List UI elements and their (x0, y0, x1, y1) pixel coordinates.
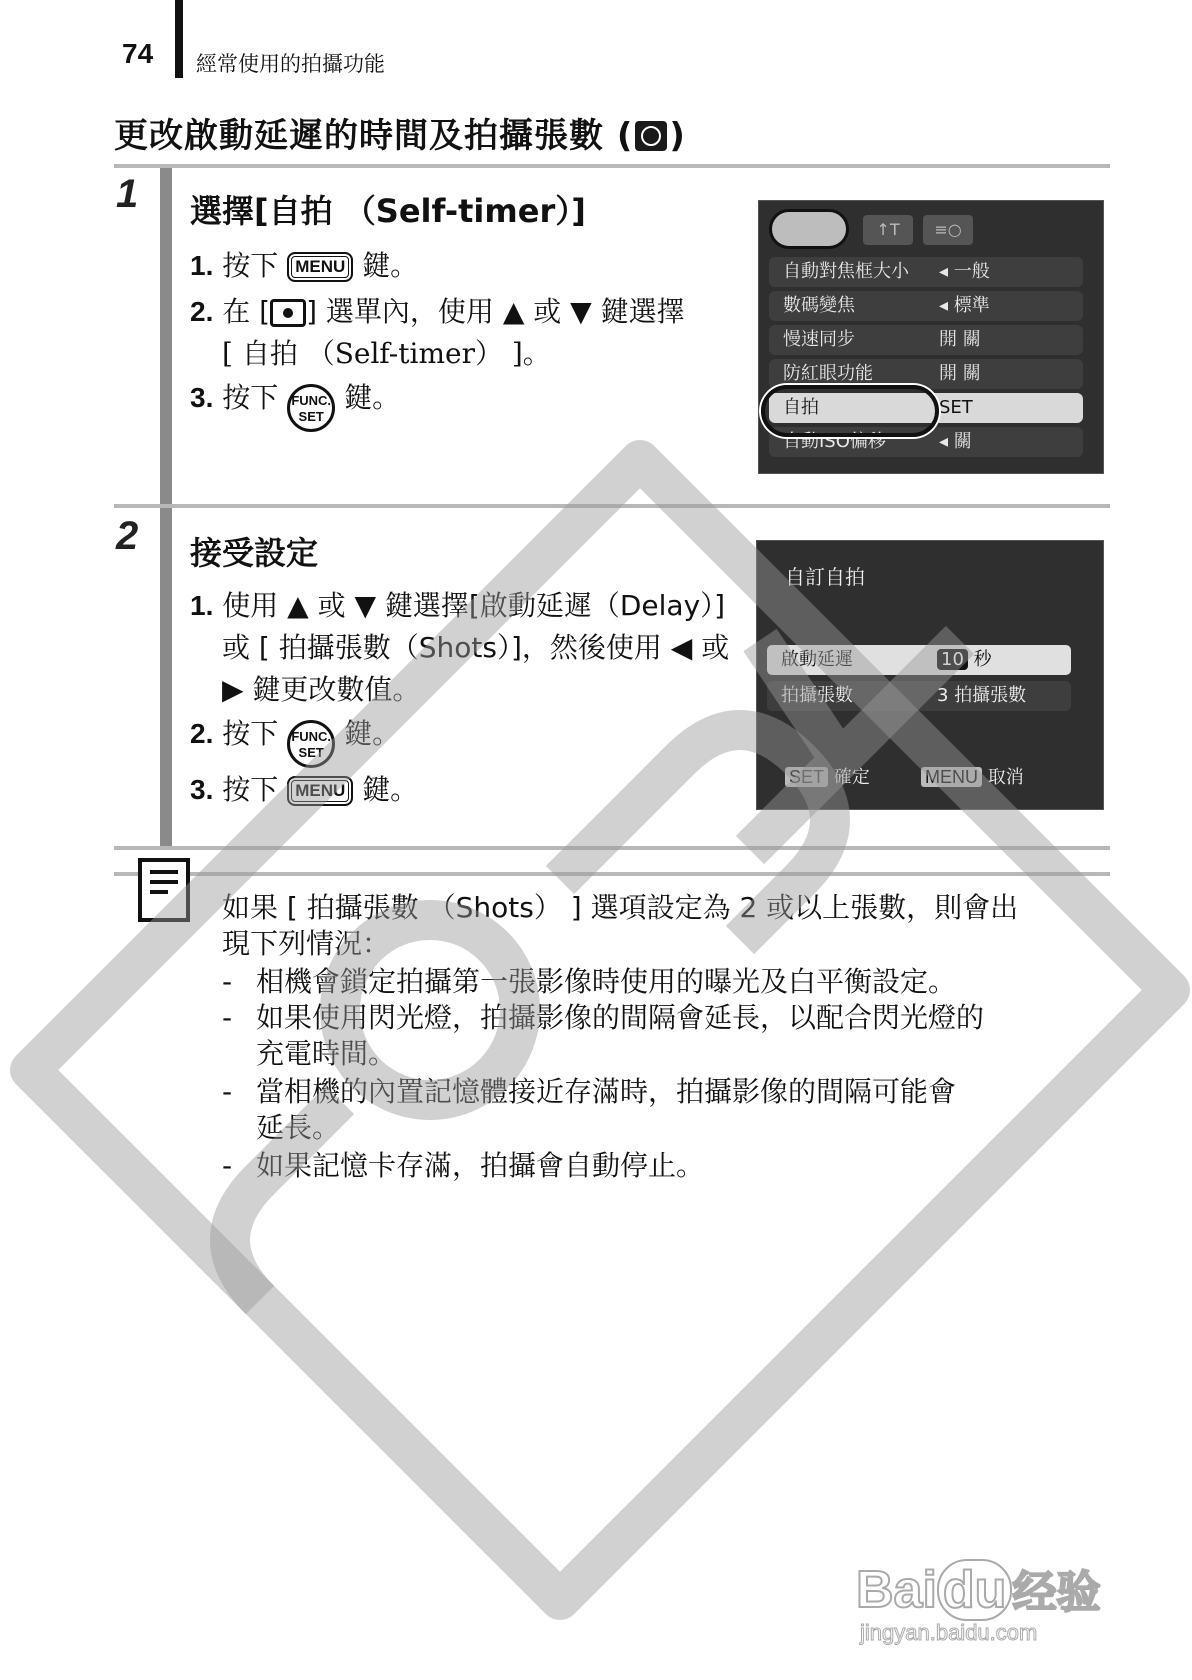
note-intro: 如果 [ 拍攝張數 （Shots） ] 選項設定為 2 或以上張數，則會出 (222, 891, 1019, 924)
bullet-dash: - (222, 1149, 233, 1182)
line-text: 按下 (222, 717, 279, 750)
step-line (190, 712, 400, 768)
menu-row: 防紅眼功能 開 關 (769, 359, 1083, 389)
line-text: 鍵。 (362, 249, 419, 282)
logo-brand-paw: du (937, 1559, 1013, 1621)
camera-menu-screenshot (758, 200, 1104, 474)
bullet-text: 當相機的內置記憶體接近存滿時，拍攝影像的間隔可能會 (256, 1075, 957, 1108)
watermark-text: COPY (0, 0, 3, 1)
title-close: ) (669, 116, 686, 156)
bullet-text: 如果記憶卡存滿，拍攝會自動停止。 (256, 1149, 705, 1182)
step-heading: 接受設定 (190, 534, 319, 572)
step-line (190, 584, 725, 624)
custom-timer-screenshot (756, 540, 1104, 810)
line-number: 2. (190, 718, 214, 749)
step-line (190, 376, 400, 432)
highlight-ring (761, 385, 939, 437)
title-text: 更改啟動延遲的時間及拍攝張數 ( (114, 116, 634, 156)
set-label: 確定 (833, 767, 870, 788)
divider (114, 164, 1110, 168)
footer-set (785, 763, 870, 789)
divider (114, 872, 1110, 876)
baidu-jingyan-logo (846, 1528, 1126, 1648)
section-title: 經常使用的拍攝功能 (196, 52, 385, 76)
bullet-text: 延長。 (256, 1111, 341, 1144)
screen-title: 自訂自拍 (785, 565, 865, 589)
camera-tab-icon (769, 209, 849, 249)
bullet-dash: - (222, 1001, 233, 1034)
divider (114, 846, 1110, 850)
line-text: 鍵。 (344, 717, 401, 750)
line-number: 2. (190, 296, 214, 327)
mymenu-tab: ≡○ (923, 215, 973, 245)
logo-brand: Bai (856, 1561, 937, 1619)
delay-row: 啟動延遲 10 秒 (767, 645, 1071, 675)
func-set-key-icon: FUNC. SET (287, 720, 335, 768)
delay-value: 10 (937, 649, 968, 670)
menu-row: 自動ISO偏移 ◂ 關 (769, 427, 1083, 457)
menu-key-icon: MENU (287, 252, 353, 282)
page-title (114, 108, 686, 157)
menu-label: 取消 (987, 767, 1024, 788)
bullet-dash: - (222, 965, 233, 998)
line-text: 按下 (222, 381, 279, 414)
menu-row: 數碼變焦 ◂ 標準 (769, 291, 1083, 321)
logo-cn: 经验 (1012, 1568, 1101, 1617)
func-set-key-icon: FUNC. SET (287, 384, 335, 432)
note-intro: 現下列情況： (222, 927, 391, 960)
bullet-text: 充電時間。 (256, 1037, 397, 1070)
step-line (190, 244, 418, 284)
step-line (190, 290, 685, 330)
menu-row: 慢速同步 開 關 (769, 325, 1083, 355)
step-line (190, 768, 418, 808)
step-number: 2 (116, 514, 139, 558)
line-text: 在 [ (222, 295, 271, 328)
delay-unit: 秒 (973, 649, 992, 670)
menu-key-icon: MENU (287, 776, 353, 806)
shots-value: 3 (937, 685, 949, 706)
line-text: 鍵。 (344, 381, 401, 414)
line-text: 使用 ▲ 或 ▼ 鍵選擇[啟動延遲（Delay）] (222, 589, 726, 622)
line-text: 按下 (222, 249, 279, 282)
step-bar (160, 508, 172, 848)
bullet-text: 如果使用閃光燈，拍攝影像的間隔會延長，以配合閃光燈的 (256, 1001, 985, 1034)
bullet-dash: - (222, 1075, 233, 1108)
line-text: 按下 (222, 773, 279, 806)
bullet-text: 相機會鎖定拍攝第一張影像時使用的曝光及白平衡設定。 (256, 965, 957, 998)
page-number: 74 (122, 38, 154, 69)
line-number: 3. (190, 382, 214, 413)
footer-menu (921, 763, 1024, 789)
step-line: [ 自拍 （Self-timer） ]。 (222, 337, 551, 370)
menu-row: 自動對焦框大小 ◂ 一般 (769, 257, 1083, 287)
header-rule (175, 0, 183, 78)
self-timer-custom-icon (635, 121, 667, 151)
step-line: 或 [ 拍攝張數（Shots）]，然後使用 ◀ 或 (222, 631, 730, 664)
step-number: 1 (116, 172, 139, 216)
note-icon (138, 858, 190, 922)
step-heading: 選擇[自拍 （Self-timer）] (190, 192, 586, 230)
step-line: ▶ 鍵更改數值。 (222, 673, 421, 706)
shots-unit: 拍攝張數 (954, 685, 1027, 706)
line-number: 1. (190, 250, 214, 281)
settings-tab: ↑T (863, 215, 913, 245)
menu-row-selected: 自拍 SET (769, 393, 1083, 423)
line-number: 1. (190, 590, 214, 621)
step-bar (160, 168, 172, 508)
divider (114, 504, 1110, 508)
camera-menu-icon (270, 299, 306, 327)
line-text: ] 選單內，使用 ▲ 或 ▼ 鍵選擇 (306, 295, 685, 328)
shots-row: 拍攝張數 3 拍攝張數 (767, 681, 1071, 711)
menu-key-icon: MENU (921, 767, 982, 787)
line-text: 鍵。 (362, 773, 419, 806)
set-key-icon: SET (785, 767, 828, 787)
line-number: 3. (190, 774, 214, 805)
logo-url: jingyan.baidu.com (860, 1620, 1038, 1645)
